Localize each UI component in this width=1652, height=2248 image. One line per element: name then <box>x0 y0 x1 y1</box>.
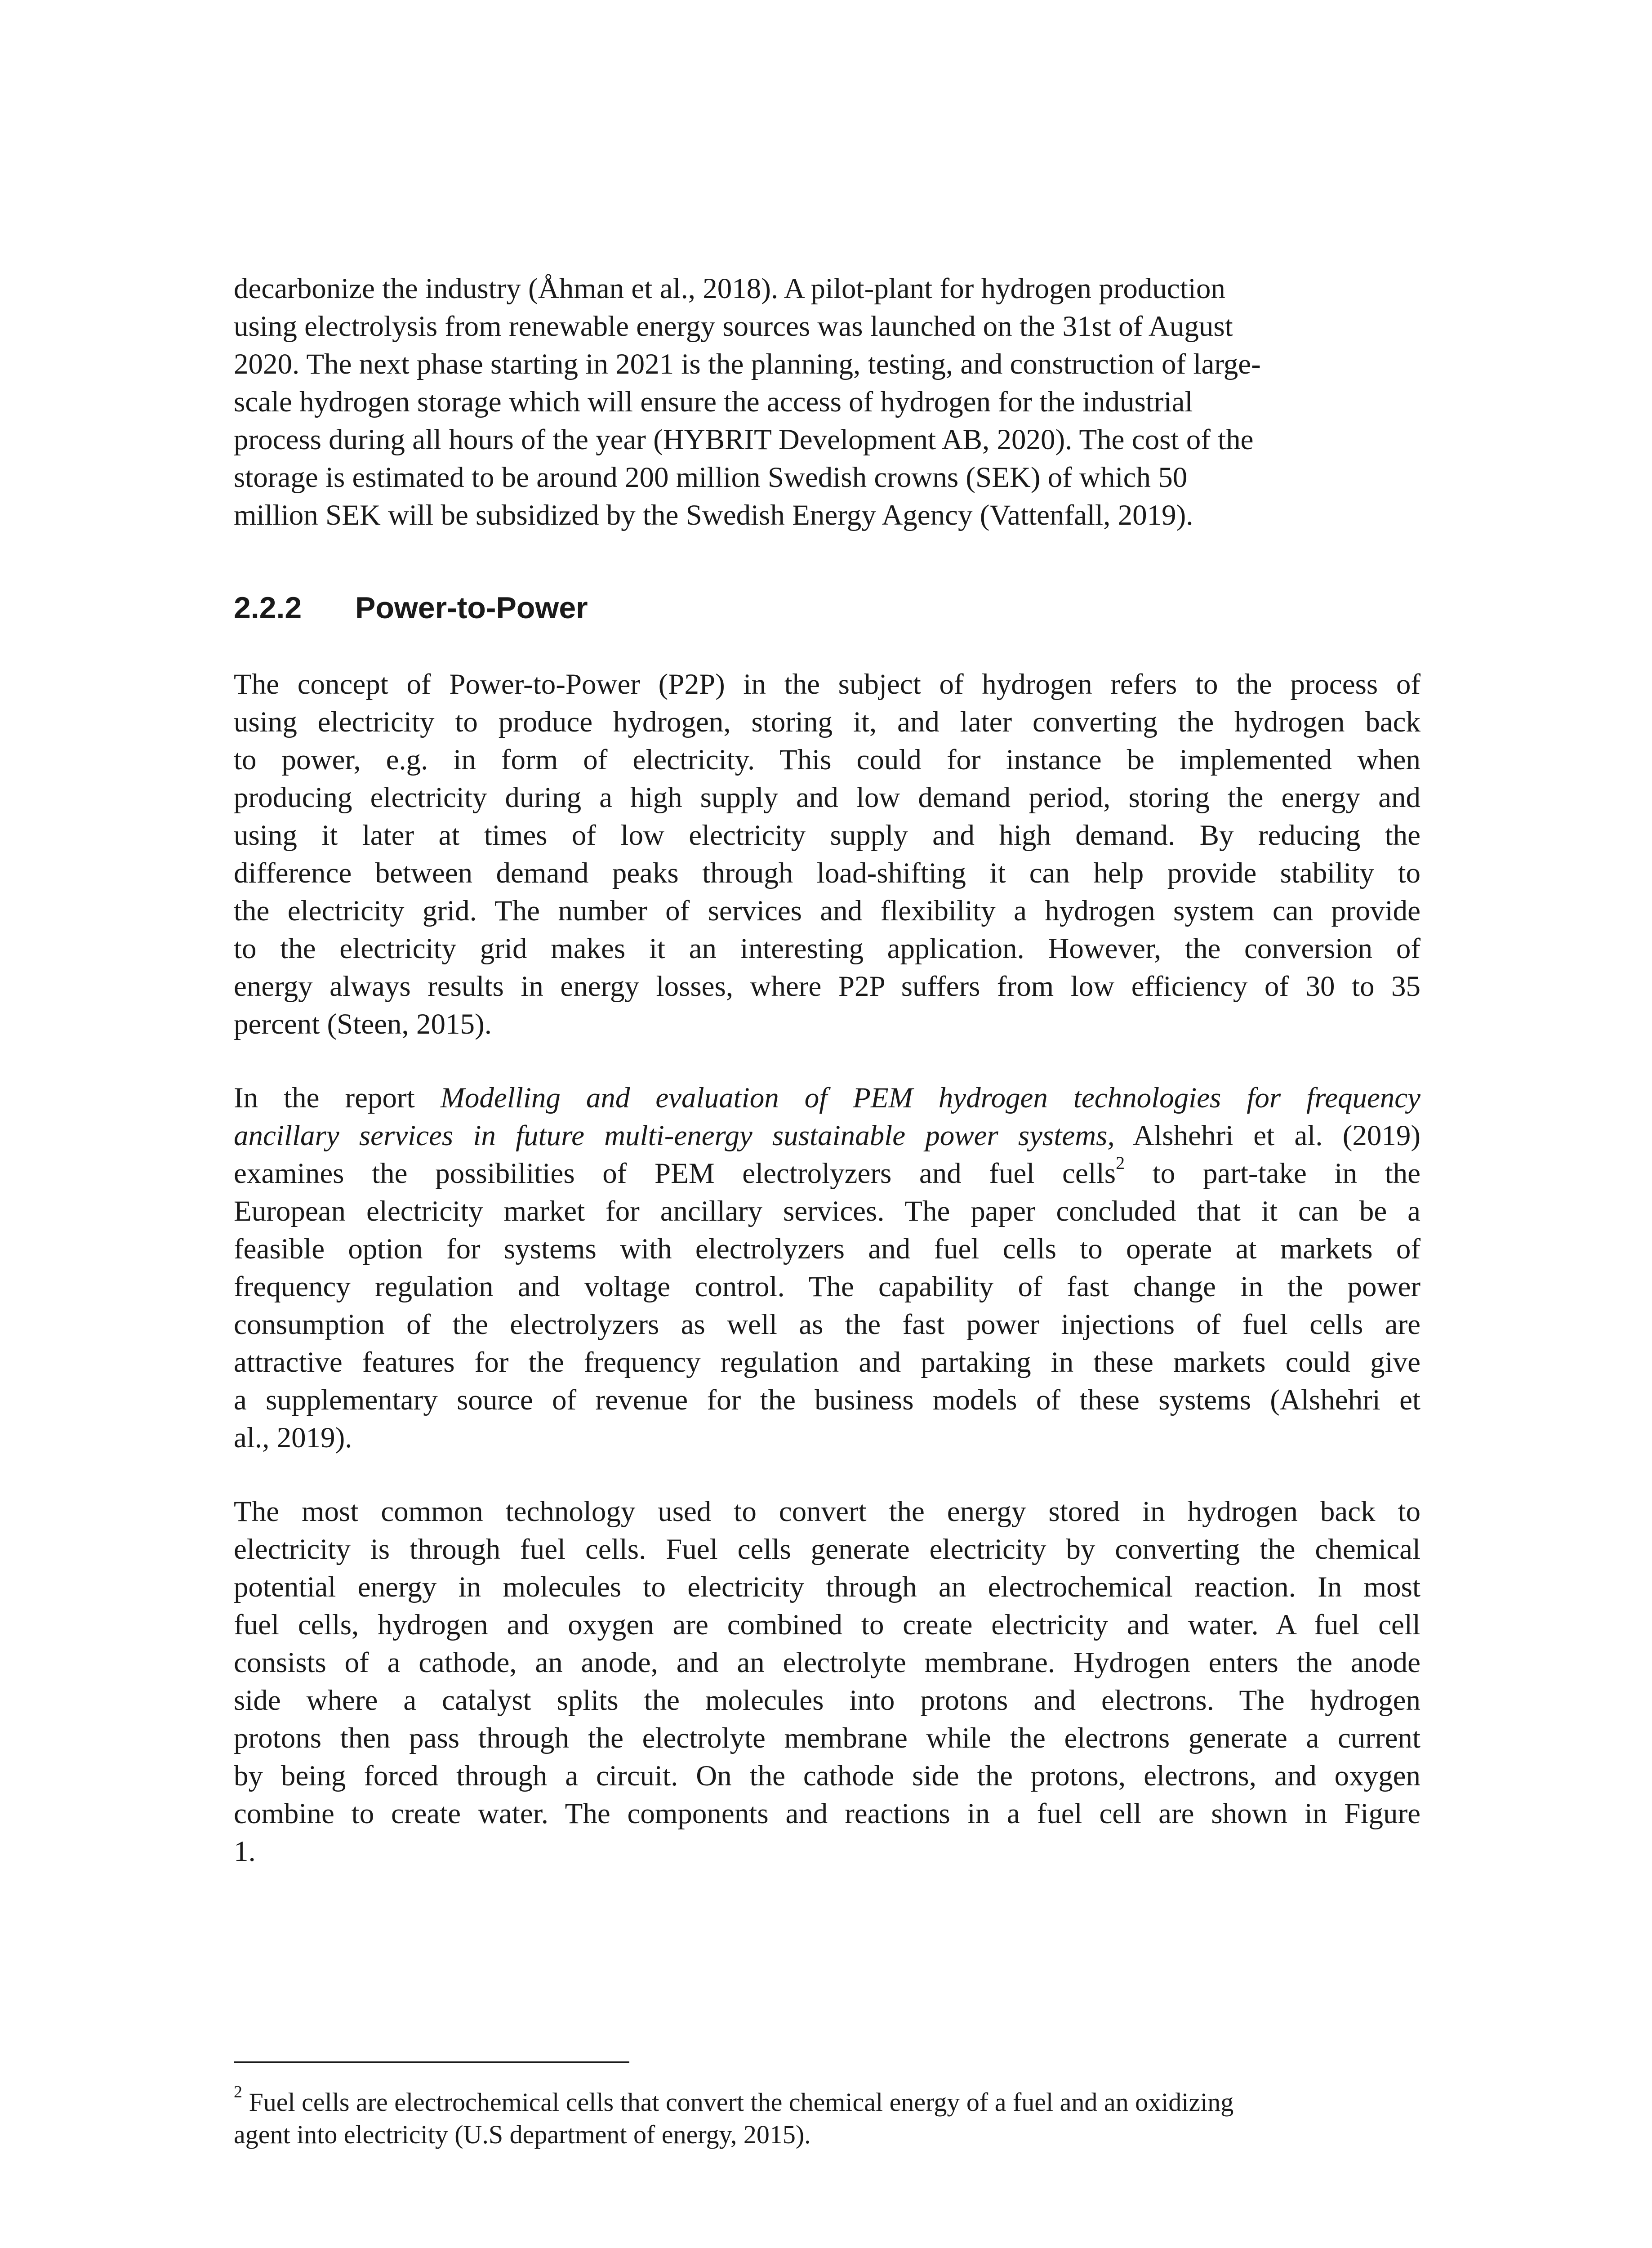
text-fragment: In the report <box>234 1082 441 1114</box>
text-line: percent (Steen, 2015). <box>234 1008 492 1040</box>
text-line: million SEK will be subsidized by the Swedish Energy Agency (Vattenfall, 2019). <box>234 499 1193 531</box>
fuel-cells-paragraph <box>234 1493 1420 1870</box>
text-line: process during all hours of the year (HYBRIT Development AB, 2020). The cost of the <box>234 424 1254 456</box>
text-line: consumption of the electrolyzers as well as the fast power injections of fuel cells are <box>234 1308 1420 1341</box>
text-line: electricity is through fuel cells. Fuel cells generate electricity by converting the chemical <box>234 1533 1420 1566</box>
text-line <box>234 1079 1420 1117</box>
footnote-line: agent into electricity (U.S department of energy, 2015). <box>234 2120 811 2149</box>
text-line: to power, e.g. in form of electricity. This could for instance be implemented when <box>234 744 1420 776</box>
text-line: 1. <box>234 1835 256 1868</box>
footnote-marker: 2 <box>234 2082 242 2101</box>
text-line: frequency regulation and voltage control. The capability of fast change in the power <box>234 1271 1420 1303</box>
text-line: The most common technology used to convert the energy stored in hydrogen back to <box>234 1495 1420 1528</box>
text-line: the electricity grid. The number of services and flexibility a hydrogen system can provide <box>234 895 1420 927</box>
text-line: using it later at times of low electricity supply and high demand. By reducing the <box>234 819 1420 852</box>
text-line: producing electricity during a high supply and low demand period, storing the energy and <box>234 781 1420 814</box>
text-line: fuel cells, hydrogen and oxygen are combined to create electricity and water. A fuel cell <box>234 1609 1420 1641</box>
text-line: storage is estimated to be around 200 million Swedish crowns (SEK) of which 50 <box>234 461 1188 494</box>
text-line: using electricity to produce hydrogen, storing it, and later converting the hydrogen back <box>234 706 1420 738</box>
text-line: The concept of Power-to-Power (P2P) in the subject of hydrogen refers to the process of <box>234 668 1420 700</box>
text-line <box>234 1117 1420 1155</box>
footnote-reference[interactable]: 2 <box>1116 1153 1125 1173</box>
text-line: feasible option for systems with electrolyzers and fuel cells to operate at markets of <box>234 1233 1420 1265</box>
report-title-italic: ancillary services in future multi-energy sustainable power systems, <box>234 1120 1115 1152</box>
intro-paragraph <box>234 270 1420 534</box>
text-line: attractive features for the frequency regulation and partaking in these markets could give <box>234 1346 1420 1378</box>
section-number: 2.2.2 <box>234 591 302 625</box>
text-line: al., 2019). <box>234 1422 352 1454</box>
text-line: difference between demand peaks through load-shifting it can help provide stability to <box>234 857 1420 889</box>
text-line: using electrolysis from renewable energy sources was launched on the 31st of August <box>234 310 1233 343</box>
text-line: energy always results in energy losses, where P2P suffers from low efficiency of 30 to 35 <box>234 970 1420 1003</box>
text-line: scale hydrogen storage which will ensure the access of hydrogen for the industrial <box>234 386 1193 418</box>
text-line: side where a catalyst splits the molecules into protons and electrons. The hydrogen <box>234 1684 1420 1717</box>
footnote-line <box>234 2082 1420 2119</box>
text-fragment: examines the possibilities of PEM electrolyzers and fuel cells <box>234 1157 1116 1190</box>
report-paragraph <box>234 1079 1420 1457</box>
text-line: by being forced through a circuit. On the cathode side the protons, electrons, and oxygen <box>234 1760 1420 1792</box>
text-fragment: to part-take in the <box>1125 1157 1420 1190</box>
text-line <box>234 1155 1420 1192</box>
section-title: Power-to-Power <box>355 591 588 625</box>
footnote <box>234 2082 1420 2151</box>
text-line: European electricity market for ancillary services. The paper concluded that it can be a <box>234 1195 1420 1227</box>
p2p-paragraph <box>234 665 1420 1043</box>
report-title-italic: Modelling and evaluation of PEM hydrogen technologies for frequency <box>440 1082 1421 1114</box>
text-line: protons then pass through the electrolyte membrane while the electrons generate a current <box>234 1722 1420 1754</box>
text-fragment: Fuel cells are electrochemical cells that convert the chemical energy of a fuel and an oxidizing <box>242 2087 1234 2117</box>
text-line: a supplementary source of revenue for the business models of these systems (Alshehri et <box>234 1384 1420 1416</box>
text-line: potential energy in molecules to electricity through an electrochemical reaction. In most <box>234 1571 1420 1603</box>
text-line: consists of a cathode, an anode, and an electrolyte membrane. Hydrogen enters the anode <box>234 1646 1420 1679</box>
section-heading <box>234 589 588 627</box>
text-line: 2020. The next phase starting in 2021 is the planning, testing, and construction of large- <box>234 348 1261 380</box>
text-line: to the electricity grid makes it an interesting application. However, the conversion of <box>234 932 1420 965</box>
text-line: combine to create water. The components and reactions in a fuel cell are shown in Figure <box>234 1798 1420 1830</box>
footnote-divider <box>234 2061 629 2063</box>
text-line: decarbonize the industry (Åhman et al., 2018). A pilot-plant for hydrogen production <box>234 272 1225 305</box>
text-fragment: Alshehri et al. (2019) <box>1114 1120 1420 1152</box>
